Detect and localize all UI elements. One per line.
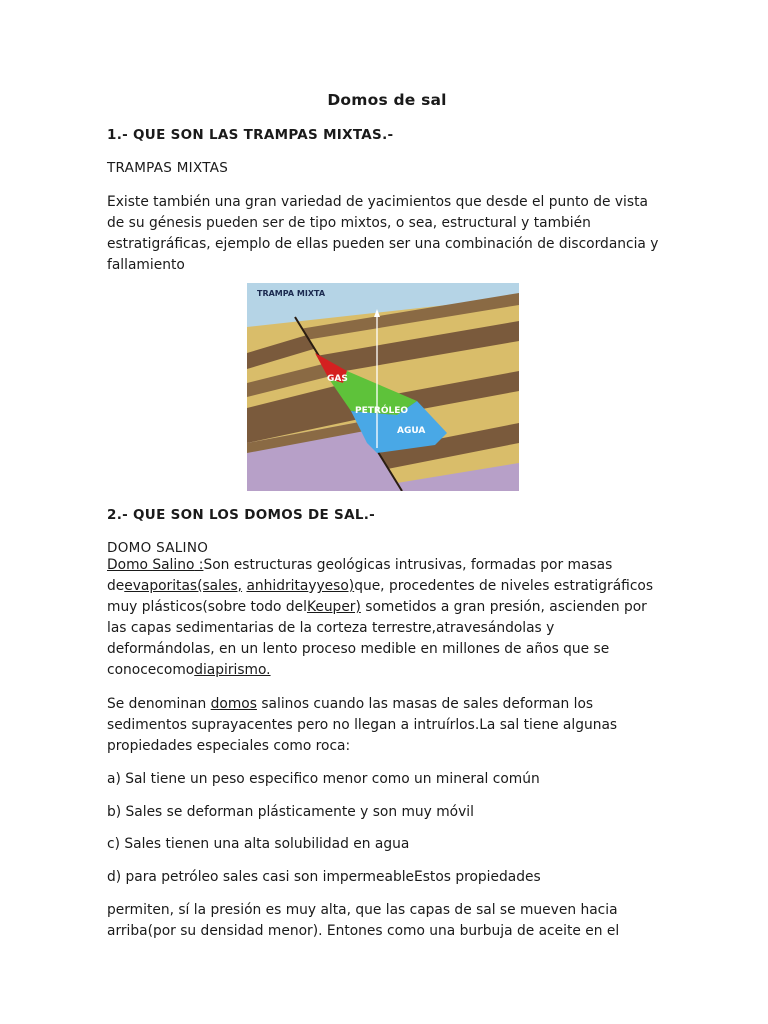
- paragraph-line: las capas sedimentarias de la corteza terrestre,atravesándolas y: [107, 620, 555, 636]
- keuper-link[interactable]: Keuper): [306, 599, 361, 615]
- domo-salino-link[interactable]: Domo Salino: [107, 557, 195, 573]
- petroleo-label: PETRÓLEO: [355, 406, 408, 416]
- yeso-link[interactable]: yeso): [316, 578, 355, 594]
- text-run: que, procedentes de niveles estratigráficos: [354, 578, 654, 594]
- gas-label: GAS: [327, 374, 348, 384]
- text-run: conocecomo: [107, 662, 195, 678]
- mixed-trap-diagram: [247, 283, 519, 491]
- paragraph-line: propiedades especiales como roca:: [107, 738, 351, 754]
- paragraph-line: deformándolas, en un lento proceso medible en millones de años que se: [107, 641, 610, 657]
- anhidrita-link[interactable]: anhidrita: [246, 578, 309, 594]
- paragraph-line: de su génesis pueden ser de tipo mixtos, o sea, estructural y también: [107, 215, 591, 231]
- paragraph-line: estratigráficas, ejemplo de ellas pueden ser una combinación de discordancia y: [107, 236, 659, 252]
- text-run: y: [308, 578, 317, 594]
- section-2-heading: 2.- QUE SON LOS DOMOS DE SAL.-: [107, 507, 376, 523]
- section-1-subheading: TRAMPAS MIXTAS: [107, 160, 229, 176]
- link-separator: :: [194, 557, 204, 573]
- mixed-trap-figure: [247, 283, 519, 491]
- text-run: salinos cuando las masas de sales deforman los: [256, 696, 594, 712]
- evaporitas-link[interactable]: evaporitas(sales,: [124, 578, 243, 594]
- list-item: d) para petróleo sales casi son impermeableEstos propiedades: [107, 869, 541, 885]
- figure-label: TRAMPA MIXTA: [257, 289, 326, 298]
- paragraph-line: [107, 557, 612, 573]
- paragraph-line: Existe también una gran variedad de yacimientos que desde el punto de vista: [107, 194, 648, 210]
- text-run: sometidos a gran presión, ascienden por: [360, 599, 647, 615]
- agua-label: AGUA: [397, 426, 426, 436]
- list-item: b) Sales se deforman plásticamente y son muy móvil: [107, 804, 474, 820]
- paragraph-line: [107, 578, 653, 594]
- text-run: de: [107, 578, 125, 594]
- domos-link[interactable]: domos: [210, 696, 257, 712]
- paragraph-line: [107, 662, 271, 678]
- section-2-subheading: DOMO SALINO: [107, 540, 209, 556]
- paragraph-line: permiten, sí la presión es muy alta, que las capas de sal se mueven hacia: [107, 902, 618, 918]
- list-item: a) Sal tiene un peso especifico menor como un mineral común: [107, 771, 540, 787]
- list-item: c) Sales tienen una alta solubilidad en agua: [107, 836, 410, 852]
- text-run: muy plásticos(sobre todo del: [107, 599, 307, 615]
- section-1-heading: 1.- QUE SON LAS TRAMPAS MIXTAS.-: [107, 127, 394, 143]
- page-title: Domos de sal: [327, 91, 447, 109]
- paragraph-line: fallamiento: [107, 257, 185, 273]
- diapirismo-link[interactable]: diapirismo.: [194, 662, 271, 678]
- text-run: Son estructuras geológicas intrusivas, formadas por masas: [203, 557, 613, 573]
- paragraph-line: sedimentos suprayacentes pero no llegan a intruírlos.La sal tiene algunas: [107, 717, 618, 733]
- paragraph-line: [107, 599, 647, 615]
- paragraph-line: [107, 696, 593, 712]
- text-run: Se denominan: [107, 696, 211, 712]
- paragraph-line: arriba(por su densidad menor). Entones como una burbuja de aceite en el: [107, 923, 620, 939]
